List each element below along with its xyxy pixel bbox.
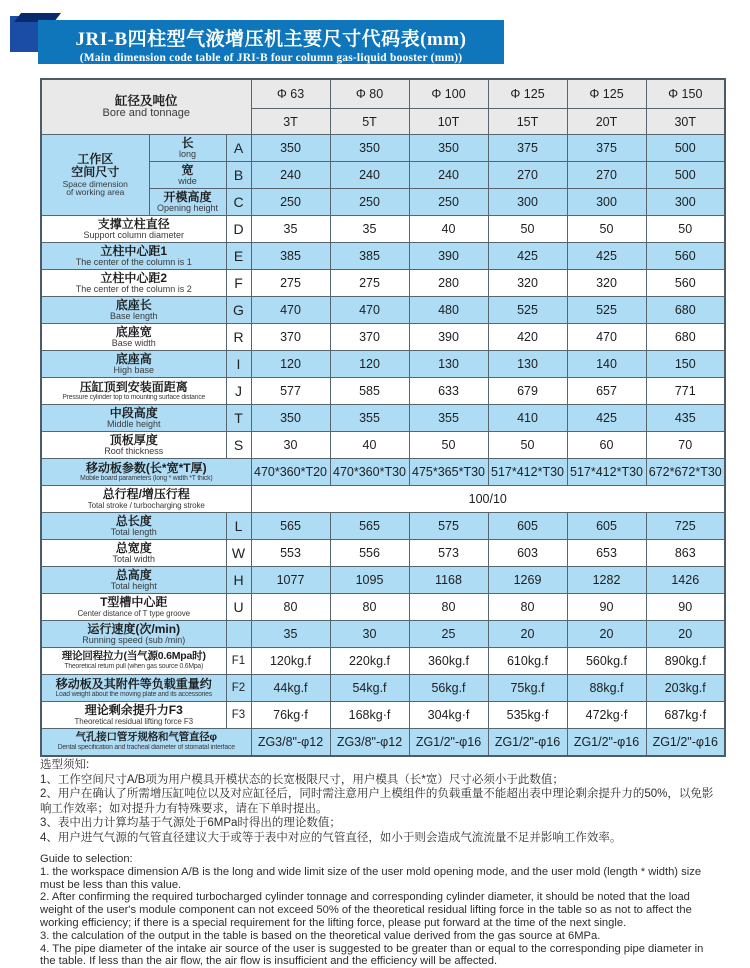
cell-value: 472kg·f <box>567 702 646 729</box>
code-cell: F3 <box>226 702 251 729</box>
cell-value: 50 <box>409 432 488 459</box>
note-line: 3、表中出力计算均基于气源处于6MPa时得出的理论数值； <box>40 817 341 829</box>
label-cn: 运行速度(次/min) <box>87 621 181 636</box>
label-cn: 理论回程拉力(当气源0.6Mpa时) <box>61 650 206 663</box>
label-en: The center of the column is 2 <box>75 284 192 294</box>
cell-value: 300 <box>646 189 725 216</box>
label-cn: 立柱中心距2 <box>100 270 168 285</box>
cell-value: 390 <box>409 324 488 351</box>
cell-value: 80 <box>409 594 488 621</box>
note-line: 3. the calculation of the output in the table is based on the theoretical value derived from the gas source at 6MPa. <box>40 929 601 942</box>
cell-value: 140 <box>567 351 646 378</box>
label-en: Space dimension <box>62 178 128 189</box>
table-row <box>41 135 725 162</box>
label-cn: 工作区 <box>77 151 114 166</box>
cell-value: 35 <box>330 216 409 243</box>
cell-value: 40 <box>409 216 488 243</box>
group-label <box>41 135 149 216</box>
cell-value: 410 <box>488 405 567 432</box>
note-line: 2、用户在确认了所需增压缸吨位以及对应缸径后，同时需注意用户上模组件的负载重量不能超出表中理论剩余提升力的50%，以免影响工作效率；如对提升力有特殊要求，请在下单时提出。 <box>40 788 714 815</box>
cell-value: 355 <box>330 405 409 432</box>
table-row <box>41 567 725 594</box>
row-label <box>41 432 226 459</box>
label-en: Total stroke / turbocharging stroke <box>87 500 205 510</box>
cell-value: 70 <box>646 432 725 459</box>
cell-value: 1077 <box>251 567 330 594</box>
cell-value: 535kg·f <box>488 702 567 729</box>
label-cn: 中段高度 <box>109 405 158 420</box>
cell-value: 350 <box>251 135 330 162</box>
cell-value: 1168 <box>409 567 488 594</box>
label-en: Roof thickness <box>104 446 164 456</box>
label-en: Pressure cylinder top to mounting surface distance <box>62 394 206 402</box>
label-cn: 顶板厚度 <box>109 432 158 447</box>
label-cn: 总长度 <box>115 513 152 528</box>
row-label <box>41 351 226 378</box>
cell-value: 250 <box>251 189 330 216</box>
code-cell: W <box>226 540 251 567</box>
cell-value: 350 <box>409 135 488 162</box>
cell-value: 75kg.f <box>488 675 567 702</box>
cell-value: 250 <box>409 189 488 216</box>
cell-value: 480 <box>409 297 488 324</box>
note-line: 4. The pipe diameter of the intake air source of the user is suggested to be greater than or equal to the corresponding pipe diameter in the table. If less than the air flow, the air flow is insufficient and the efficiency will be affected. <box>40 942 704 968</box>
code-cell: R <box>226 324 251 351</box>
label-en: Center distance of T type groove <box>77 608 191 618</box>
label-cn: 总宽度 <box>115 540 152 555</box>
sub-label <box>149 162 226 189</box>
cell-value: 679 <box>488 378 567 405</box>
notes-en-title: Guide to selection: <box>40 853 133 865</box>
cell-value-span: 100/10 <box>251 486 725 513</box>
cell-value: 390 <box>409 243 488 270</box>
cell-value: 890kg.f <box>646 648 725 675</box>
label-cn: 理论剩余提升力F3 <box>84 703 183 718</box>
cell-value: 270 <box>488 162 567 189</box>
cell-value: 240 <box>330 162 409 189</box>
cell-value: 350 <box>251 405 330 432</box>
cell-value: 90 <box>646 594 725 621</box>
cell-value: 240 <box>251 162 330 189</box>
row-label <box>41 729 251 756</box>
cell-value: 25 <box>409 621 488 648</box>
table-row <box>41 459 725 486</box>
cell-value: 553 <box>251 540 330 567</box>
cell-value: 54kg.f <box>330 675 409 702</box>
cell-value: 220kg.f <box>330 648 409 675</box>
table-row <box>41 486 725 513</box>
table-row <box>41 432 725 459</box>
cell-value: 304kg·f <box>409 702 488 729</box>
cell-value: ZG3/8"-φ12 <box>330 729 409 756</box>
cell-value: 585 <box>330 378 409 405</box>
row-label <box>41 702 226 729</box>
cell-value: 375 <box>567 135 646 162</box>
cell-value: 470 <box>251 297 330 324</box>
cell-value: 120kg.f <box>251 648 330 675</box>
table-row <box>41 729 725 756</box>
row-label <box>41 621 226 648</box>
table-row <box>41 216 725 243</box>
code-cell: L <box>226 513 251 540</box>
code-cell: F2 <box>226 675 251 702</box>
cell-value: 575 <box>409 513 488 540</box>
cell-value: 80 <box>330 594 409 621</box>
cell-value: 560 <box>646 243 725 270</box>
cell-value: 603 <box>488 540 567 567</box>
table-row <box>41 675 725 702</box>
cell-value: 40 <box>330 432 409 459</box>
cell-value: 56kg.f <box>409 675 488 702</box>
cell-value: 565 <box>330 513 409 540</box>
cell-value: 203kg.f <box>646 675 725 702</box>
label-cn: 立柱中心距1 <box>100 243 168 258</box>
cell-value: 577 <box>251 378 330 405</box>
cell-value: 425 <box>488 243 567 270</box>
label-en: Total height <box>110 581 157 591</box>
cell-value: 80 <box>488 594 567 621</box>
cell-value: 653 <box>567 540 646 567</box>
label-cn: 空间尺寸 <box>71 165 120 180</box>
cell-value: 385 <box>330 243 409 270</box>
cell-value: 385 <box>251 243 330 270</box>
bore-header: Φ 63 <box>251 79 330 109</box>
cell-value: 350 <box>330 135 409 162</box>
corner-cell <box>41 79 251 135</box>
cell-value: 560 <box>646 270 725 297</box>
row-label <box>41 297 226 324</box>
page-title: JRI-B四柱型气液增压机主要尺寸代码表(mm) <box>75 29 467 50</box>
cell-value: 657 <box>567 378 646 405</box>
label-cn: 开模高度 <box>163 189 212 204</box>
cell-value: 680 <box>646 324 725 351</box>
label-cn: 宽 <box>181 162 194 177</box>
table-row <box>41 648 725 675</box>
cell-value: 50 <box>488 432 567 459</box>
notes-cn-title: 选型须知: <box>40 759 90 771</box>
cell-value: 1095 <box>330 567 409 594</box>
label-en: Total length <box>110 527 157 537</box>
label-cn: 总高度 <box>115 567 152 582</box>
code-cell: F <box>226 270 251 297</box>
cell-value: 168kg·f <box>330 702 409 729</box>
bore-header: Φ 125 <box>567 79 646 109</box>
bore-header: Φ 100 <box>409 79 488 109</box>
cell-value: ZG1/2"-φ16 <box>409 729 488 756</box>
cell-value: 517*412*T30 <box>567 459 646 486</box>
label-en: Bore and tonnage <box>102 107 190 120</box>
bore-header: Φ 150 <box>646 79 725 109</box>
table-row <box>41 405 725 432</box>
code-cell: T <box>226 405 251 432</box>
row-label <box>41 513 226 540</box>
row-label <box>41 648 226 675</box>
cell-value: 280 <box>409 270 488 297</box>
label-en: Base length <box>109 311 158 321</box>
code-cell: U <box>226 594 251 621</box>
notes-english <box>40 853 716 968</box>
cell-value: 120 <box>251 351 330 378</box>
table-row <box>41 351 725 378</box>
code-cell: C <box>226 189 251 216</box>
cell-value: 500 <box>646 162 725 189</box>
cell-value: 20 <box>567 621 646 648</box>
code-cell: G <box>226 297 251 324</box>
cell-value: 680 <box>646 297 725 324</box>
cell-value: 672*672*T30 <box>646 459 725 486</box>
row-label <box>41 486 251 513</box>
cell-value: 35 <box>251 621 330 648</box>
label-en: of working area <box>66 187 125 198</box>
row-label <box>41 270 226 297</box>
cell-value: 355 <box>409 405 488 432</box>
tonnage-header: 10T <box>409 109 488 135</box>
row-label <box>41 243 226 270</box>
row-label <box>41 405 226 432</box>
cell-value: 605 <box>488 513 567 540</box>
table-row <box>41 594 725 621</box>
label-cn: 缸径及吨位 <box>114 94 178 109</box>
cell-value: 771 <box>646 378 725 405</box>
label-cn: 移动板参数(长*宽*T厚) <box>85 460 207 475</box>
cell-value: 270 <box>567 162 646 189</box>
cell-value: 470 <box>567 324 646 351</box>
cell-value: 420 <box>488 324 567 351</box>
row-label <box>41 216 226 243</box>
cell-value: 300 <box>567 189 646 216</box>
label-en: Middle height <box>106 419 161 429</box>
label-cn: T型槽中心距 <box>100 595 168 610</box>
cell-value: 370 <box>330 324 409 351</box>
bore-header: Φ 80 <box>330 79 409 109</box>
table-row <box>41 243 725 270</box>
cell-value: 470*360*T30 <box>330 459 409 486</box>
label-cn: 底座长 <box>115 297 152 312</box>
cell-value: 500 <box>646 135 725 162</box>
note-line: 4、用户进气气源的气管直径建议大于或等于表中对应的气管直径，如小于则会造成气流流量不足并影响工作效率。 <box>40 831 622 844</box>
cell-value: 517*412*T30 <box>488 459 567 486</box>
title-banner <box>38 20 504 64</box>
note-line: 1、工作空间尺寸A/B项为用户模具开模状态的长宽极限尺寸，用户模具（长*宽）尺寸必须小于此数值； <box>40 773 564 786</box>
label-en: Total width <box>112 554 156 564</box>
label-en: Mobile board parameters (long * width *T thick) <box>80 475 213 483</box>
cell-value: 275 <box>251 270 330 297</box>
tonnage-header: 30T <box>646 109 725 135</box>
cell-value: 565 <box>251 513 330 540</box>
table-row <box>41 540 725 567</box>
cell-value: 30 <box>330 621 409 648</box>
label-en: The center of the column is 1 <box>75 257 192 267</box>
label-cn: 气孔接口管牙规格和气管直径φ <box>75 731 217 744</box>
code-cell: F1 <box>226 648 251 675</box>
table-row <box>41 270 725 297</box>
cell-value: 560kg.f <box>567 648 646 675</box>
tonnage-header: 15T <box>488 109 567 135</box>
cell-value: 435 <box>646 405 725 432</box>
code-cell: S <box>226 432 251 459</box>
table-row <box>41 378 725 405</box>
tonnage-header: 3T <box>251 109 330 135</box>
tonnage-header: 20T <box>567 109 646 135</box>
table-row <box>41 621 725 648</box>
table-row <box>41 513 725 540</box>
row-label <box>41 378 226 405</box>
label-cn: 移动板及其附件等负载重量约 <box>55 676 212 691</box>
label-en: long <box>178 149 196 159</box>
cell-value: 275 <box>330 270 409 297</box>
label-cn: 支撑立柱直径 <box>97 216 170 231</box>
cell-value: 80 <box>251 594 330 621</box>
cell-value: 556 <box>330 540 409 567</box>
cell-value: 370 <box>251 324 330 351</box>
bore-header: Φ 125 <box>488 79 567 109</box>
label-en: Load weight about the moving plate and its accessories <box>55 691 212 699</box>
sub-label <box>149 135 226 162</box>
cell-value: 60 <box>567 432 646 459</box>
row-label <box>41 675 226 702</box>
cell-value: 90 <box>567 594 646 621</box>
cell-value: 44kg.f <box>251 675 330 702</box>
cell-value: 300 <box>488 189 567 216</box>
cell-value: 35 <box>251 216 330 243</box>
row-label <box>41 567 226 594</box>
code-cell: D <box>226 216 251 243</box>
label-cn: 底座高 <box>115 351 152 366</box>
label-en: Theoretical residual lifting force F3 <box>74 716 194 726</box>
sub-label <box>149 189 226 216</box>
label-cn: 压缸顶到安装面距离 <box>79 379 188 394</box>
table-row <box>41 297 725 324</box>
code-cell <box>226 621 251 648</box>
cell-value: 360kg.f <box>409 648 488 675</box>
label-en: Support column diameter <box>83 230 185 240</box>
cell-value: 725 <box>646 513 725 540</box>
cell-value: 475*365*T30 <box>409 459 488 486</box>
cell-value: 573 <box>409 540 488 567</box>
row-label <box>41 540 226 567</box>
row-label <box>41 324 226 351</box>
cell-value: 320 <box>567 270 646 297</box>
code-cell: B <box>226 162 251 189</box>
cell-value: 1426 <box>646 567 725 594</box>
row-label <box>41 594 226 621</box>
cell-value: ZG1/2"-φ16 <box>567 729 646 756</box>
cell-value: 320 <box>488 270 567 297</box>
code-cell: J <box>226 378 251 405</box>
label-en: Theoretical return pull (when gas source 0.6Mpa) <box>64 663 204 671</box>
cell-value: 250 <box>330 189 409 216</box>
cell-value: 240 <box>409 162 488 189</box>
cell-value: 50 <box>488 216 567 243</box>
label-en: High base <box>113 365 155 375</box>
cell-value: 687kg·f <box>646 702 725 729</box>
label-en: Dental specification and tracheal diameter of stomatal interface <box>57 743 235 751</box>
cell-value: 76kg·f <box>251 702 330 729</box>
notes-chinese <box>40 758 716 845</box>
cell-value: 425 <box>567 243 646 270</box>
cell-value: 50 <box>646 216 725 243</box>
cell-value: 130 <box>409 351 488 378</box>
cell-value: 525 <box>488 297 567 324</box>
cell-value: 20 <box>488 621 567 648</box>
tonnage-header: 5T <box>330 109 409 135</box>
cell-value: 20 <box>646 621 725 648</box>
row-label <box>41 459 251 486</box>
label-en: wide <box>178 176 197 186</box>
label-en: Running speed (sub /min) <box>82 635 186 645</box>
label-cn: 总行程/增压行程 <box>102 487 190 502</box>
label-cn: 底座宽 <box>115 324 152 339</box>
cell-value: 425 <box>567 405 646 432</box>
code-cell: H <box>226 567 251 594</box>
cell-value: 1282 <box>567 567 646 594</box>
cell-value: 30 <box>251 432 330 459</box>
cell-value: 120 <box>330 351 409 378</box>
cell-value: 1269 <box>488 567 567 594</box>
spec-table <box>40 78 726 757</box>
cell-value: 610kg.f <box>488 648 567 675</box>
cell-value: 863 <box>646 540 725 567</box>
cell-value: ZG3/8"-φ12 <box>251 729 330 756</box>
label-en: Base width <box>111 338 156 348</box>
code-cell: A <box>226 135 251 162</box>
cell-value: 633 <box>409 378 488 405</box>
cell-value: 50 <box>567 216 646 243</box>
table-row <box>41 79 725 109</box>
note-line: 2. After confirming the required turbocharged cylinder tonnage and corresponding cylinder diameter, it should be noted that the load weight of the user's module component can not exceed 50% of the theoretical residual lifting force in the table so as not to affect the working efficiency; if there is a special requirement for the lifting force, please put forward at the time of the next single. <box>40 891 692 929</box>
page-subtitle: (Main dimension code table of JRI-B four column gas-liquid booster (mm)) <box>79 52 463 64</box>
label-en: Opening height <box>156 203 219 213</box>
label-cn: 长 <box>181 135 194 150</box>
cell-value: ZG1/2"-φ16 <box>488 729 567 756</box>
notes-section <box>40 758 716 968</box>
code-cell: E <box>226 243 251 270</box>
cell-value: 130 <box>488 351 567 378</box>
cell-value: 150 <box>646 351 725 378</box>
table-row <box>41 324 725 351</box>
table-row <box>41 702 725 729</box>
cell-value: 375 <box>488 135 567 162</box>
cell-value: 88kg.f <box>567 675 646 702</box>
cell-value: 605 <box>567 513 646 540</box>
note-line: 1. the workspace dimension A/B is the long and wide limit size of the user mold opening mode, and the user mold (length * width) size must be less than this value. <box>40 865 702 891</box>
cell-value: 470*360*T20 <box>251 459 330 486</box>
cell-value: ZG1/2"-φ16 <box>646 729 725 756</box>
cell-value: 470 <box>330 297 409 324</box>
code-cell: I <box>226 351 251 378</box>
cell-value: 525 <box>567 297 646 324</box>
